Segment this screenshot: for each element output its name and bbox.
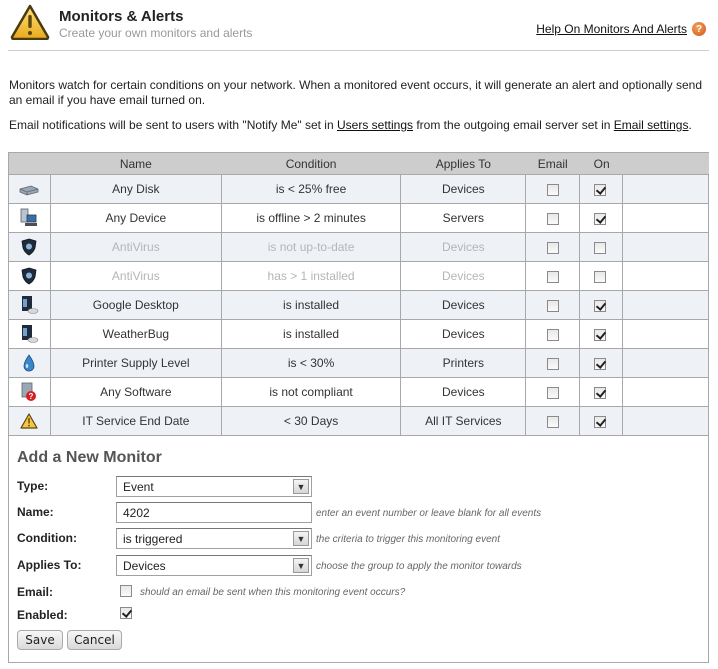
warning-icon xyxy=(20,413,38,429)
row-icon-cell xyxy=(9,407,51,436)
row-on-cell xyxy=(580,320,623,349)
email-notification-paragraph xyxy=(9,118,709,133)
row-blank-cell xyxy=(623,407,709,436)
row-icon-cell xyxy=(9,262,51,291)
row-email-checkbox[interactable] xyxy=(547,387,559,399)
software-install-icon xyxy=(19,295,39,315)
warning-icon xyxy=(10,4,50,40)
row-email-checkbox[interactable] xyxy=(547,300,559,312)
row-on-checkbox[interactable] xyxy=(594,242,606,254)
row-condition: is < 25% free xyxy=(221,175,401,204)
row-icon-cell xyxy=(9,291,51,320)
row-blank-cell xyxy=(623,233,709,262)
type-label: Type: xyxy=(17,479,49,493)
table-row[interactable] xyxy=(9,262,709,291)
row-blank-cell xyxy=(623,320,709,349)
chevron-down-icon[interactable]: ▼ xyxy=(293,479,309,494)
enabled-checkbox[interactable] xyxy=(120,607,132,619)
svg-text:?: ? xyxy=(29,392,34,401)
row-icon-cell xyxy=(9,233,51,262)
row-applies-to: Printers xyxy=(401,349,526,378)
row-applies-to: Devices xyxy=(401,291,526,320)
cancel-button[interactable]: Cancel xyxy=(67,630,122,650)
row-on-checkbox[interactable] xyxy=(594,416,606,428)
row-blank-cell xyxy=(623,175,709,204)
table-row[interactable] xyxy=(9,204,709,233)
notification-text: Email notifications will be sent to users with "Notify Me" set in xyxy=(9,118,337,132)
users-settings-link[interactable]: Users settings xyxy=(336,118,414,132)
table-row[interactable] xyxy=(9,233,709,262)
enabled-label: Enabled: xyxy=(17,608,68,622)
row-on-cell xyxy=(580,175,623,204)
email-label: Email: xyxy=(17,585,54,599)
column-header-icon xyxy=(9,153,51,175)
row-name[interactable]: Google Desktop xyxy=(50,291,221,320)
row-icon-cell xyxy=(9,204,51,233)
row-email-cell xyxy=(526,262,580,291)
row-blank-cell xyxy=(623,378,709,407)
row-on-cell xyxy=(580,204,623,233)
row-email-checkbox[interactable] xyxy=(547,213,559,225)
row-on-checkbox[interactable] xyxy=(594,300,606,312)
save-button[interactable]: Save xyxy=(17,630,63,650)
email-checkbox[interactable] xyxy=(120,585,132,597)
notification-text: . xyxy=(688,118,692,132)
row-on-cell xyxy=(580,262,623,291)
row-icon-cell xyxy=(9,349,51,378)
row-name[interactable]: Any Disk xyxy=(50,175,221,204)
row-email-cell xyxy=(526,320,580,349)
column-header-condition[interactable]: Condition xyxy=(221,153,401,175)
add-monitor-title: Add a New Monitor xyxy=(17,449,162,466)
row-email-checkbox[interactable] xyxy=(547,358,559,370)
chevron-down-icon[interactable]: ▼ xyxy=(293,531,309,546)
row-on-cell xyxy=(580,407,623,436)
row-applies-to: Devices xyxy=(401,175,526,204)
chevron-down-icon[interactable]: ▼ xyxy=(293,558,309,573)
column-header-on[interactable]: On xyxy=(580,153,623,175)
row-blank-cell xyxy=(623,291,709,320)
email-settings-link[interactable]: Email settings xyxy=(613,118,689,132)
type-select[interactable] xyxy=(116,476,312,497)
row-applies-to: Devices xyxy=(401,262,526,291)
row-condition: is not compliant xyxy=(221,378,401,407)
row-applies-to: Devices xyxy=(401,378,526,407)
row-icon-cell xyxy=(9,378,51,407)
column-header-email[interactable]: Email xyxy=(526,153,580,175)
row-applies-to: All IT Services xyxy=(401,407,526,436)
page-title: Monitors & Alerts xyxy=(59,8,184,25)
help-link-container xyxy=(536,22,706,36)
name-input-value: 4202 xyxy=(123,506,150,520)
condition-hint: the criteria to trigger this monitoring event xyxy=(316,534,500,545)
row-email-cell xyxy=(526,204,580,233)
row-blank-cell xyxy=(623,349,709,378)
row-applies-to: Servers xyxy=(401,204,526,233)
row-name[interactable]: AntiVirus xyxy=(50,262,221,291)
table-row[interactable] xyxy=(9,407,709,436)
column-header-blank xyxy=(623,153,709,175)
row-blank-cell xyxy=(623,204,709,233)
shield-icon xyxy=(21,267,37,285)
row-applies-to: Devices xyxy=(401,320,526,349)
help-link[interactable]: Help On Monitors And Alerts xyxy=(536,22,687,36)
disk-icon xyxy=(19,184,39,196)
name-hint: enter an event number or leave blank for all events xyxy=(316,508,542,519)
intro-paragraph: Monitors watch for certain conditions on your network. When a monitored event occurs, it will generate an alert and optionally send an email if you have email turned on. xyxy=(9,78,703,107)
row-condition: has > 1 installed xyxy=(221,262,401,291)
row-email-checkbox[interactable] xyxy=(547,184,559,196)
row-on-cell xyxy=(580,291,623,320)
row-email-cell xyxy=(526,233,580,262)
email-hint: should an email be sent when this monitoring event occurs? xyxy=(140,587,406,598)
computer-icon xyxy=(19,208,39,228)
row-name[interactable]: Printer Supply Level xyxy=(50,349,221,378)
table-row[interactable] xyxy=(9,291,709,320)
row-blank-cell xyxy=(623,262,709,291)
row-icon-cell xyxy=(9,320,51,349)
software-install-icon xyxy=(19,324,39,344)
row-condition: is < 30% xyxy=(221,349,401,378)
condition-label: Condition: xyxy=(17,531,77,545)
row-on-checkbox[interactable] xyxy=(594,213,606,225)
row-name[interactable]: WeatherBug xyxy=(50,320,221,349)
help-icon[interactable]: ? xyxy=(692,22,706,36)
row-on-cell xyxy=(580,378,623,407)
monitors-table xyxy=(8,152,709,436)
row-on-checkbox[interactable] xyxy=(594,358,606,370)
row-name[interactable]: IT Service End Date xyxy=(50,407,221,436)
table-row[interactable] xyxy=(9,175,709,204)
row-email-cell xyxy=(526,291,580,320)
row-condition: < 30 Days xyxy=(221,407,401,436)
name-label: Name: xyxy=(17,505,54,519)
condition-select[interactable] xyxy=(116,528,312,549)
name-input[interactable] xyxy=(116,502,312,523)
software-question-icon xyxy=(20,382,38,402)
table-row[interactable] xyxy=(9,378,709,407)
row-name[interactable]: AntiVirus xyxy=(50,233,221,262)
applies-to-label: Applies To: xyxy=(17,558,82,572)
row-condition: is offline > 2 minutes xyxy=(221,204,401,233)
table-header xyxy=(9,153,709,175)
row-icon-cell xyxy=(9,175,51,204)
row-email-cell xyxy=(526,349,580,378)
row-email-checkbox[interactable] xyxy=(547,242,559,254)
ink-drop-icon xyxy=(22,354,36,372)
row-on-cell xyxy=(580,349,623,378)
applies-to-select[interactable] xyxy=(116,555,312,576)
row-condition: is installed xyxy=(221,320,401,349)
row-on-cell xyxy=(580,233,623,262)
row-on-checkbox[interactable] xyxy=(594,184,606,196)
row-condition: is installed xyxy=(221,291,401,320)
column-header-applies-to[interactable]: Applies To xyxy=(401,153,526,175)
row-email-cell xyxy=(526,407,580,436)
column-header-name[interactable]: Name xyxy=(50,153,221,175)
notification-text: from the outgoing email server set in xyxy=(413,118,614,132)
row-email-checkbox[interactable] xyxy=(547,416,559,428)
table-row[interactable] xyxy=(9,349,709,378)
applies-to-hint: choose the group to apply the monitor towards xyxy=(316,561,522,572)
row-email-checkbox[interactable] xyxy=(547,271,559,283)
table-row[interactable] xyxy=(9,320,709,349)
row-on-checkbox[interactable] xyxy=(594,329,606,341)
row-applies-to: Devices xyxy=(401,233,526,262)
row-on-checkbox[interactable] xyxy=(594,387,606,399)
row-email-checkbox[interactable] xyxy=(547,329,559,341)
row-email-cell xyxy=(526,378,580,407)
header-divider xyxy=(8,50,709,51)
row-name[interactable]: Any Software xyxy=(50,378,221,407)
page-subtitle: Create your own monitors and alerts xyxy=(59,26,253,40)
row-name[interactable]: Any Device xyxy=(50,204,221,233)
condition-select-value: is triggered xyxy=(123,532,183,546)
row-on-checkbox[interactable] xyxy=(594,271,606,283)
row-email-cell xyxy=(526,175,580,204)
row-condition: is not up-to-date xyxy=(221,233,401,262)
shield-icon xyxy=(21,238,37,256)
type-select-value: Event xyxy=(123,480,154,494)
applies-to-select-value: Devices xyxy=(123,559,166,573)
